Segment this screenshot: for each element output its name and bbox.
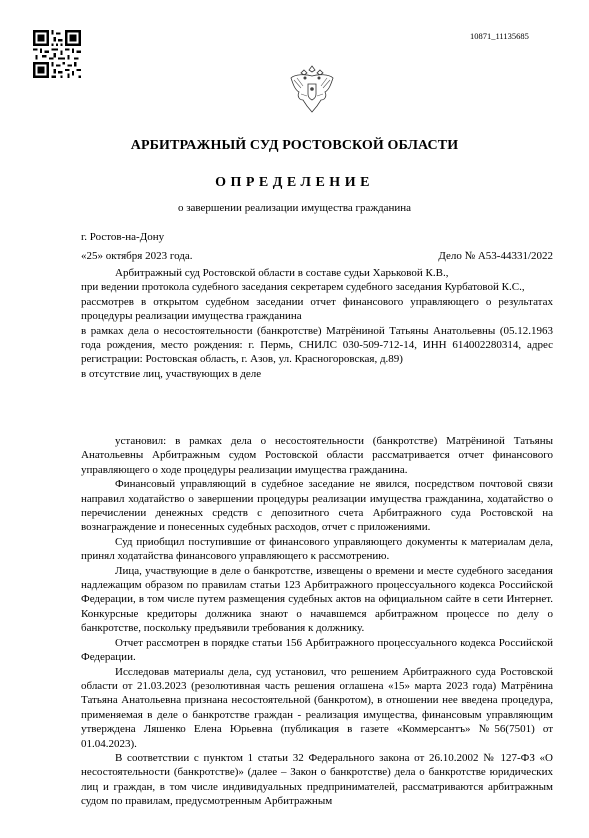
intro-paragraph: в отсутствие лиц, участвующих в деле xyxy=(81,367,262,380)
body-block xyxy=(81,434,553,809)
body-paragraph: Лица, участвующие в деле о банкротстве, извещены о времени и месте судебного заседания надлежащим образом по правилам статьи 123 Арбитражного процессуального кодекса Российской Федерации, в том числе путем размещения судебных актов на официальном сайте в сети Интернет. Конкурсные кредиторы должника знают о начавшемся арбитражном процессе по делу о банкротстве, поскольку предъявили требования к должнику. xyxy=(81,564,553,635)
intro-paragraph: рассмотрев в открытом судебном заседании отчет финансового управляющего о результатах процедуры реализации имущества гражданина xyxy=(81,295,553,323)
qr-code xyxy=(33,30,81,78)
body-paragraph: Отчет рассмотрен в порядке статьи 156 Арбитражного процессуального кодекса Российской Федерации. xyxy=(81,636,553,664)
intro-paragraph: при ведении протокола судебного заседания секретарем судебного заседания Курбатовой К.С., xyxy=(81,281,525,294)
case-number: Дело № А53-44331/2022 xyxy=(438,250,553,262)
body-paragraph: Суд приобщил поступившие от финансового управляющего документы к материалам дела, принял ходатайства финансового управляющего к рассмотрению. xyxy=(81,535,553,563)
emblem-icon xyxy=(289,62,335,116)
intro-paragraph: Арбитражный суд Ростовской области в составе судьи Харьковой К.В., xyxy=(115,267,449,279)
court-name: АРБИТРАЖНЫЙ СУД РОСТОВСКОЙ ОБЛАСТИ xyxy=(130,138,459,153)
decision-date: «25» октября 2023 года. xyxy=(81,250,193,262)
intro-block xyxy=(81,266,553,381)
body-paragraph: В соответствии с пунктом 1 статьи 32 Федерального закона от 26.10.2002 № 127-ФЗ «О несостоятельности (банкротстве)» (далее – Закон о банкротстве) дела о банкротстве юридических лиц и граждан, в том числе индивидуальных предпринимателей, рассматриваются арбитражным судом по правилам, предусмотренным Арбитражным xyxy=(81,751,553,808)
city: г. Ростов-на-Дону xyxy=(81,231,165,243)
intro-paragraph: в рамках дела о несостоятельности (банкротстве) Матрёниной Татьяны Анатольевны (05.12.1963 года рождения, место рождения: г. Пермь, СНИЛС 030-509-712-14, ИНН 614002280314, адрес регистрации: Ростовская область, г. Азов, ул. Красногоровская, д.89) xyxy=(81,324,553,366)
document-subtitle: о завершении реализации имущества гражданина xyxy=(177,202,412,214)
body-paragraph: установил: в рамках дела о несостоятельности (банкротстве) Матрёниной Татьяны Анатольевны Арбитражным судом Ростовской области рассматривается отчет финансового управляющего о ходе процедуры реализации имущества гражданина. xyxy=(81,435,553,476)
body-paragraph: Финансовый управляющий в судебное заседание не явился, посредством почтовой связи направил ходатайство о завершении процедуры реализации имущества гражданина, ходатайство о перечислении денежных средств с депозитного счета Арбитражного суда Ростовской на вознаграждение и понесенных судебных расходов, отчет с приложениями. xyxy=(81,478,553,534)
document-title: ОПРЕДЕЛЕНИЕ xyxy=(215,175,374,190)
body-paragraph: Исследовав материалы дела, суд установил, что решением Арбитражного суда Ростовской области от 21.03.2023 (резолютивная часть решения оглашена «15» марта 2023 года) Матрёнина Татьяна Анатольевна признана несостоятельной (банкротом), в отношении нее введена процедура, применяемая в деле о банкротстве граждан - реализация имущества, финансовым управляющим утверждена Ляшенко Елена Юрьевна (публикация в газете «Коммерсантъ» №56(7501) от 01.04.2023). xyxy=(81,665,553,750)
date-line xyxy=(81,250,553,262)
document-number: 10871_11135685 xyxy=(470,31,529,41)
